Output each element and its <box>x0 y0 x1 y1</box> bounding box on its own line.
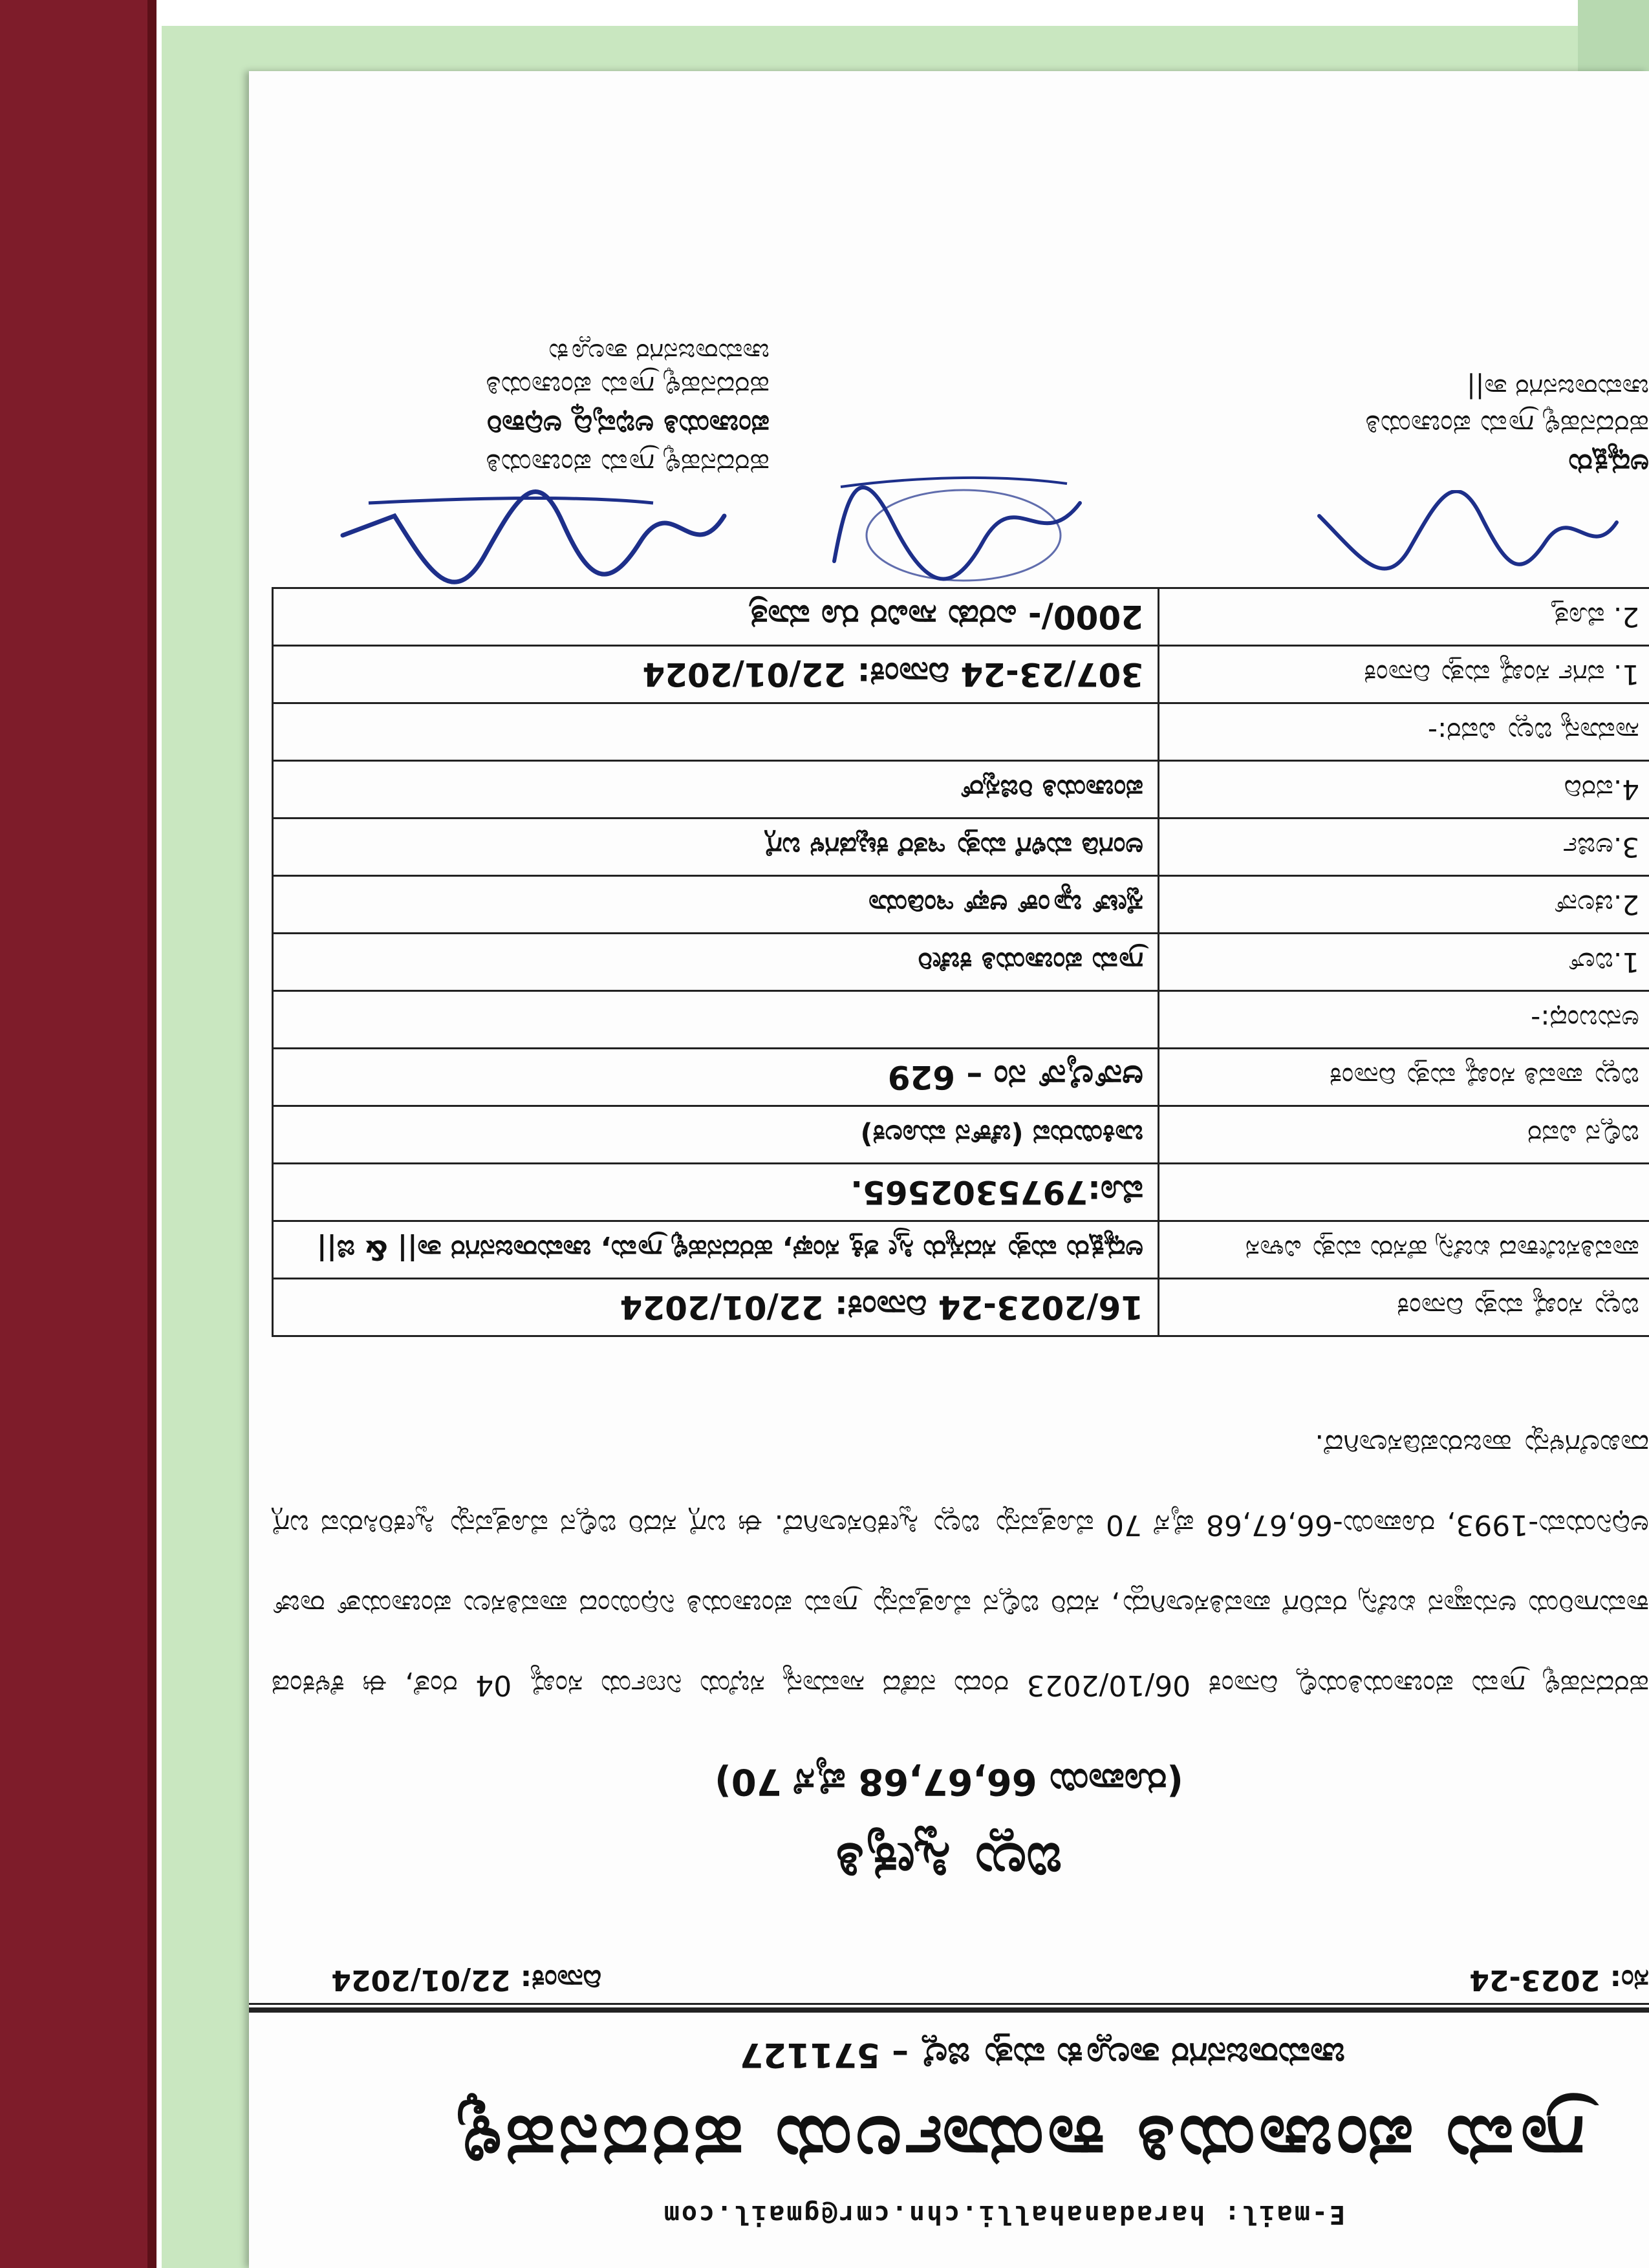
row-value: ಬಾಕಿಯಿರುವ (ಚೆಕ್‌ನ ಮೂಲಕ) <box>273 1106 1159 1164</box>
row-value: ಅಂಗಡಿ ಮಳಿಗೆ ಮತ್ತು ಇತರೆ ಕಟ್ಟಡಗಳ ಬಗ್ಗೆ <box>273 818 1159 876</box>
row-label: 3.ಅರ್ಜಿ <box>1159 818 1649 876</box>
row-label: ಬಿಲ್ಲಿನ ವಿವರ <box>1159 1106 1649 1164</box>
president-office: ಹರದನಹಳ್ಳಿ ಗ್ರಾಮ ಪಂಚಾಯತಿ <box>1365 409 1649 442</box>
document-date: ದಿನಾಂಕ: 22/01/2024 <box>331 1963 601 1996</box>
officer-role: ಪಂಚಾಯತಿ ಅಭಿವೃದ್ಧಿ ಅಧಿಕಾರಿ <box>486 409 770 442</box>
table-row <box>273 876 1649 934</box>
verified-signature <box>821 464 1093 613</box>
table-row <box>273 991 1649 1049</box>
table-row <box>273 1279 1649 1336</box>
row-label: ಪಾವತಿಸಬೇಕಾದ ಏಜೆನ್ಸಿ ಹೆಸರು ಮತ್ತು ವಿಳಾಸ <box>1159 1221 1649 1279</box>
row-value: ಪಂಚಾಯತಿ ರಿಜಿಸ್ಟರ್ <box>273 761 1159 818</box>
row-value <box>273 703 1159 761</box>
document-amount: (ರೂಪಾಯಿ 66,67,68 ಪೈಸೆ 70) <box>715 1760 1183 1803</box>
scanned-document <box>249 71 1649 2268</box>
president-role: ಅಧ್ಯಕ್ಷರು <box>1568 447 1649 480</box>
president-place: ಚಾಮರಾಜನಗರ ತಾ|| <box>1467 373 1649 403</box>
table-row <box>273 934 1649 991</box>
officer-seal-line: ಹರದನಹಳ್ಳಿ ಗ್ರಾಮ ಪಂಚಾಯತಿ <box>486 447 770 480</box>
body-paragraph: ಹರದನಹಳ್ಳಿ ಗ್ರಾಮ ಪಂಚಾಯತಿಯಲ್ಲಿ ದಿನಾಂಕ 06/10/2023 ರಂದು ನಡೆದ ಸಾಮಾನ್ಯ ಸಭೆಯ ನಿರ್ಣಯ ಸಂಖ್ಯೆ 04 ರಂತೆ, ಈ ಕೆಳಕಂಡ ಕಾಮಗಾರಿಯ ಅನುಷ್ಠಾನ ಏಜೆನ್ಸಿ ರವರಿಗೆ ಪಾವತಿಸಲಾಗಿದ್ದು, ಸದರಿ ಬಿಲ್ಲಿನ ಮೊತ್ತವನ್ನು ಗ್ರಾಮ ಪಂಚಾಯತಿ ನಿಧಿಯಿಂದ ಪಾವತಿಸಲು ಪಂಚಾಯತ್ ರಾಜ್ ಅಧಿನಿಯಮ-1993, ರೂಪಾಯಿ-66,67,68 ಪೈಸೆ 70 ಮೊತ್ತವನ್ನು ಬಿಲ್ಲು ಸ್ವೀಕರಿಸಲಾಗಿದೆ. ಈ ಬಗ್ಗೆ ಸದರಿ ಬಿಲ್ಲಿನ ಮೊತ್ತವನ್ನು ಸ್ವೀಕರಿಸಿರುವ ಬಗ್ಗೆ ದಾಖಲೆಗಳನ್ನು ಹಾಜರುಪಡಿಸಲಾಗಿದೆ. <box>272 1428 1649 1702</box>
row-value: 307/23-24 ದಿನಾಂಕ: 22/01/2024 <box>273 646 1159 703</box>
table-row <box>273 818 1649 876</box>
president-signature <box>1313 490 1623 581</box>
row-label: 1. ವರ್ಗ ಸಂಖ್ಯೆ ಮತ್ತು ದಿನಾಂಕ <box>1159 646 1649 703</box>
green-backing-corner <box>1578 0 1649 78</box>
office-title: ಗ್ರಾಮ ಪಂಚಾಯತಿ ಕಾರ್ಯಾಲಯ ಹರದನಹಳ್ಳಿ <box>455 2101 1584 2184</box>
row-label: 1.ಬಿಲ್ <box>1159 934 1649 991</box>
folder-edge <box>147 0 156 2268</box>
table-row <box>273 1106 1649 1164</box>
row-label: ಅನುಬಂಧ:- <box>1159 991 1649 1049</box>
table-row <box>273 646 1649 703</box>
row-value <box>273 991 1159 1049</box>
table-row <box>273 1164 1649 1221</box>
row-value: ಅಧ್ಯಕ್ಷರು ಮತ್ತು ಸದಸ್ಯರು ಸ್ತ್ರೀ ಶಕ್ತಿ ಸಂಘ, ಹರದನಹಳ್ಳಿ ಗ್ರಾಮ, ಚಾಮರಾಜನಗರ ತಾ|| & ಜಿ|| <box>273 1221 1159 1279</box>
header-rule-thick <box>249 2007 1649 2013</box>
table-row <box>273 703 1649 761</box>
officer-office: ಹರದನಹಳ್ಳಿ ಗ್ರಾಮ ಪಂಚಾಯತಿ <box>486 370 770 403</box>
row-label: ಬಿಲ್ಲು ಪಾವತಿ ಸಂಖ್ಯೆ ಮತ್ತು ದಿನಾಂಕ <box>1159 1049 1649 1106</box>
header-rule-thin <box>249 2003 1649 2005</box>
document-title: ಬಿಲ್ಲು ಸ್ವೀಕೃತಿ <box>835 1831 1062 1893</box>
reference-number: ಸಂ: 2023-24 <box>1469 1963 1649 1996</box>
row-value: 2000/- ಎರಡು ಸಾವಿರ ರೂ ಮಾತ್ರ <box>273 588 1159 646</box>
row-value: ಸ್ಟೇಟ್ ಬ್ಯಾಂಕ್ ಆಫ್ ಇಂಡಿಯಾ <box>273 876 1159 934</box>
row-value: ಆನ್‌ಲೈನ್ ನಂ – 629 <box>273 1049 1159 1106</box>
table-row <box>273 1221 1649 1279</box>
document-content <box>249 71 1649 2268</box>
row-label <box>1159 1164 1649 1221</box>
folder-cover <box>0 0 156 2268</box>
officer-place: ಚಾಮರಾಜನಗರ ತಾಲ್ಲೂಕು <box>548 337 770 367</box>
row-label: ಸಾಮಾನ್ಯ ಬಿಲ್ಲು ವಿವರ:- <box>1159 703 1649 761</box>
row-label: 2.ಚಲನ್ <box>1159 876 1649 934</box>
row-value: 16/2023-24 ದಿನಾಂಕ: 22/01/2024 <box>273 1279 1159 1336</box>
row-value: ಗ್ರಾಮ ಪಂಚಾಯತಿ ಕಚೇರಿ <box>273 934 1159 991</box>
row-label: 2. ಮೊತ್ತ <box>1159 588 1649 646</box>
row-label: 4.ವರದಿ <box>1159 761 1649 818</box>
details-table <box>272 587 1649 1337</box>
office-email: E-mail: haradanahalli.chn.cmr@gmail.com <box>662 2199 1345 2229</box>
officer-signature <box>330 477 731 594</box>
details-table-body <box>273 588 1649 1336</box>
office-address: ಚಾಮರಾಜನಗರ ತಾಲ್ಲೂಕು ಮತ್ತು ಜಿಲ್ಲೆ – 571127 <box>739 2035 1345 2074</box>
table-row <box>273 761 1649 818</box>
row-value: ಮೊ:7975302565. <box>273 1164 1159 1221</box>
row-label: ಬಿಲ್ಲು ಸಂಖ್ಯೆ ಮತ್ತು ದಿನಾಂಕ <box>1159 1279 1649 1336</box>
table-row <box>273 1049 1649 1106</box>
